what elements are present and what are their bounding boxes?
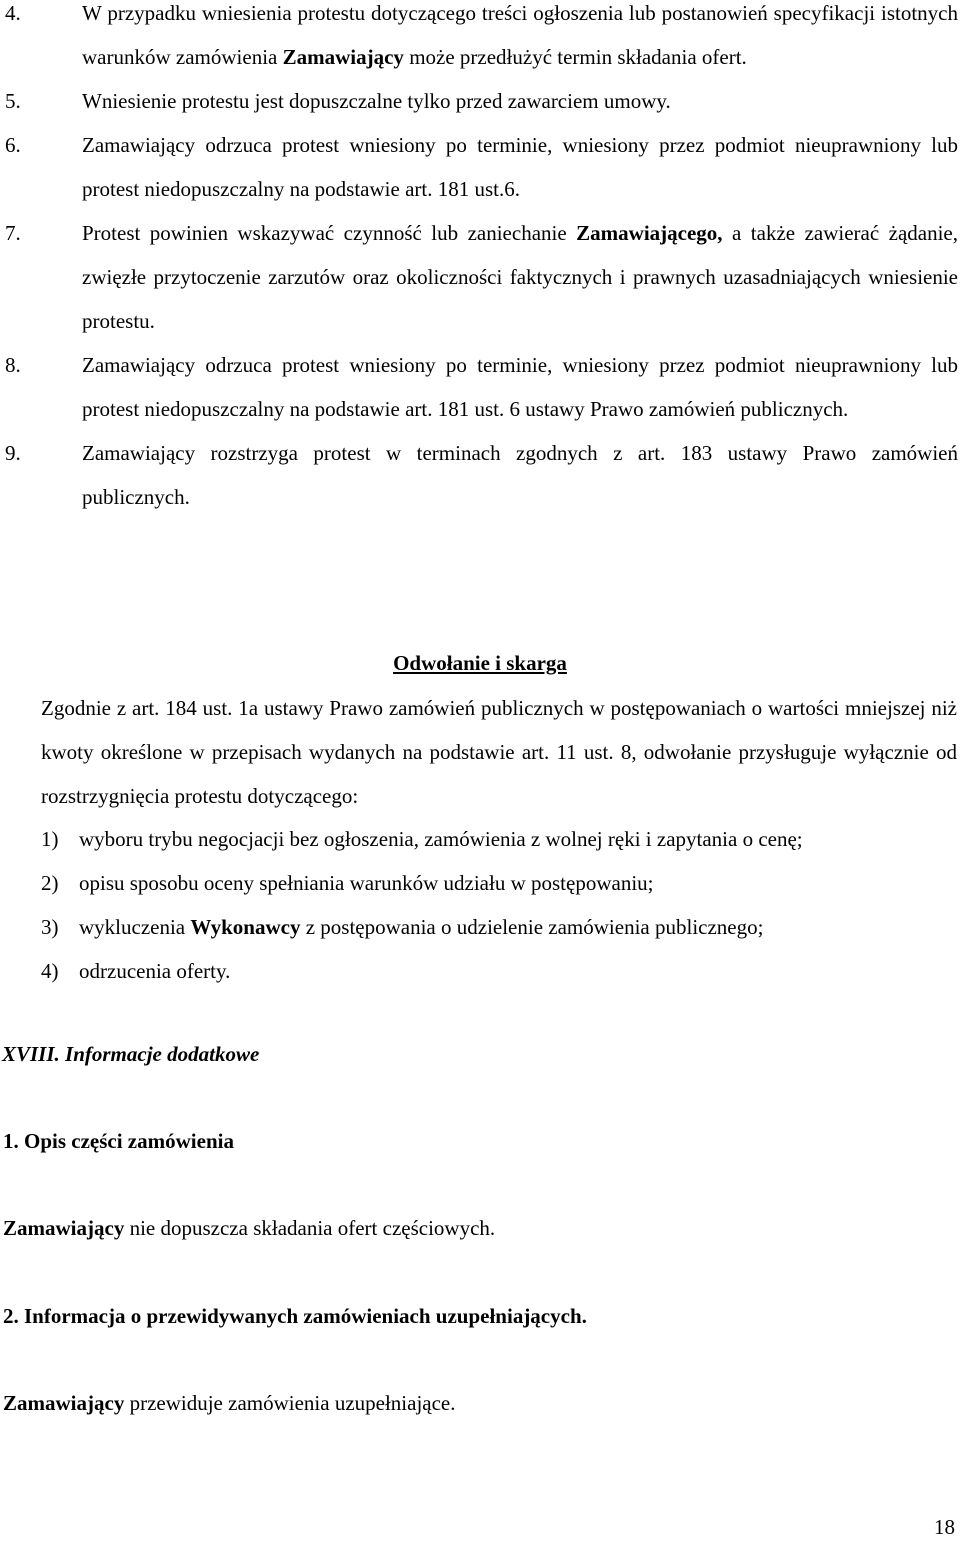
text-run: wykluczenia [79,915,191,939]
sub-list-item-text [79,949,957,993]
paragraph-czesci-text: nie dopuszcza składania ofert częściowych. [124,1216,496,1240]
list-item-number: 8. [5,353,21,377]
text-run: Wniesienie protestu jest dopuszczalne tylko przed zawarciem umowy. [82,89,671,113]
heading-opis-czesci: 1. Opis części zamówienia [3,1129,234,1153]
sub-list-item-text [79,905,957,949]
list-item [5,211,958,343]
sub-list-item-text [79,861,957,905]
sub-list-item-text [79,817,957,861]
odwolanie-paragraph: Zgodnie z art. 184 ust. 1a ustawy Prawo zamówień publicznych w postępowaniach o wartości mniejszej niż kwoty określone w przepisach wydanych na podstawie art. 11 ust. 8, odwołanie przysługuje wyłącznie od rozstrzygnięcia protestu dotyczącego: [41,696,957,808]
paragraph-uzupelniajace-bold: Zamawiający [3,1391,125,1415]
sub-list-item-number: 1) [41,827,59,851]
text-run: a także zawierać żądanie, zwięzłe przytoczenie zarzutów oraz okoliczności faktycznych i prawnych uzasadniających wniesienie protestu. [82,221,958,333]
sub-list-item-number: 4) [41,959,59,983]
list-item-number: 4. [5,1,21,25]
sub-list-item [41,905,957,949]
list-item [5,0,958,79]
text-run: Zamawiający odrzuca protest wniesiony po terminie, wniesiony przez podmiot nieuprawniony lub protest niedopuszczalny na podstawie art. 181 ust.6. [82,133,958,201]
list-item [5,123,958,211]
text-run: może przedłużyć termin składania ofert. [403,45,747,69]
list-item-number: 6. [5,133,21,157]
list-item [5,79,958,123]
text-run: z postępowania o udzielenie zamówienia publicznego; [300,915,764,939]
list-item-number: 5. [5,89,21,113]
bold-text: Zamawiającego, [576,221,723,245]
section-heading-xviii: XVIII. Informacje dodatkowe [2,1042,260,1066]
text-run: opisu sposobu oceny spełniania warunków udziału w postępowaniu; [79,871,654,895]
bold-text: Zamawiający [282,45,404,69]
text-run: wyboru trybu negocjacji bez ogłoszenia, zamówienia z wolnej ręki i zapytania o cenę; [79,827,803,851]
list-item-text [82,0,958,79]
text-run: odrzucenia oferty. [79,959,231,983]
heading-zamowienia-uzupelniajace: 2. Informacja o przewidywanych zamówieniach uzupełniających. [3,1304,587,1328]
sub-list-item-number: 2) [41,871,59,895]
page-number: 18 [934,1515,955,1539]
list-item-text [82,79,958,123]
bold-text: Wykonawcy [190,915,301,939]
paragraph-czesci-bold: Zamawiający [3,1216,125,1240]
paragraph-czesci [3,1206,495,1250]
list-item [5,343,958,431]
paragraph-uzupelniajace [3,1381,456,1425]
sub-list-item [41,861,957,905]
section-title: Odwołanie i skarga [393,651,567,675]
text-run: Protest powinien wskazywać czynność lub zaniechanie [82,221,577,245]
protest-numbered-list [5,0,958,519]
text-run: Zamawiający rozstrzyga protest w terminach zgodnych z art. 183 ustawy Prawo zamówień publicznych. [82,441,958,509]
list-item-number: 9. [5,441,21,465]
text-run: Zamawiający odrzuca protest wniesiony po terminie, wniesiony przez podmiot nieuprawniony lub protest niedopuszczalny na podstawie art. 181 ust. 6 ustawy Prawo zamówień publicznych. [82,353,958,421]
paragraph-uzupelniajace-text: przewiduje zamówienia uzupełniające. [124,1391,456,1415]
list-item-text [82,343,958,431]
list-item-text [82,123,958,211]
text-run: W przypadku wniesienia protestu dotyczącego treści ogłoszenia lub postanowień specyfikacji istotnych warunków zamówienia [82,1,958,69]
sub-list-item [41,949,957,993]
sub-list-item [41,817,957,861]
list-item-number: 7. [5,221,21,245]
odwolanie-sub-list [41,817,957,993]
list-item [5,431,958,519]
sub-list-item-number: 3) [41,915,59,939]
list-item-text [82,211,958,343]
list-item-text [82,431,958,519]
